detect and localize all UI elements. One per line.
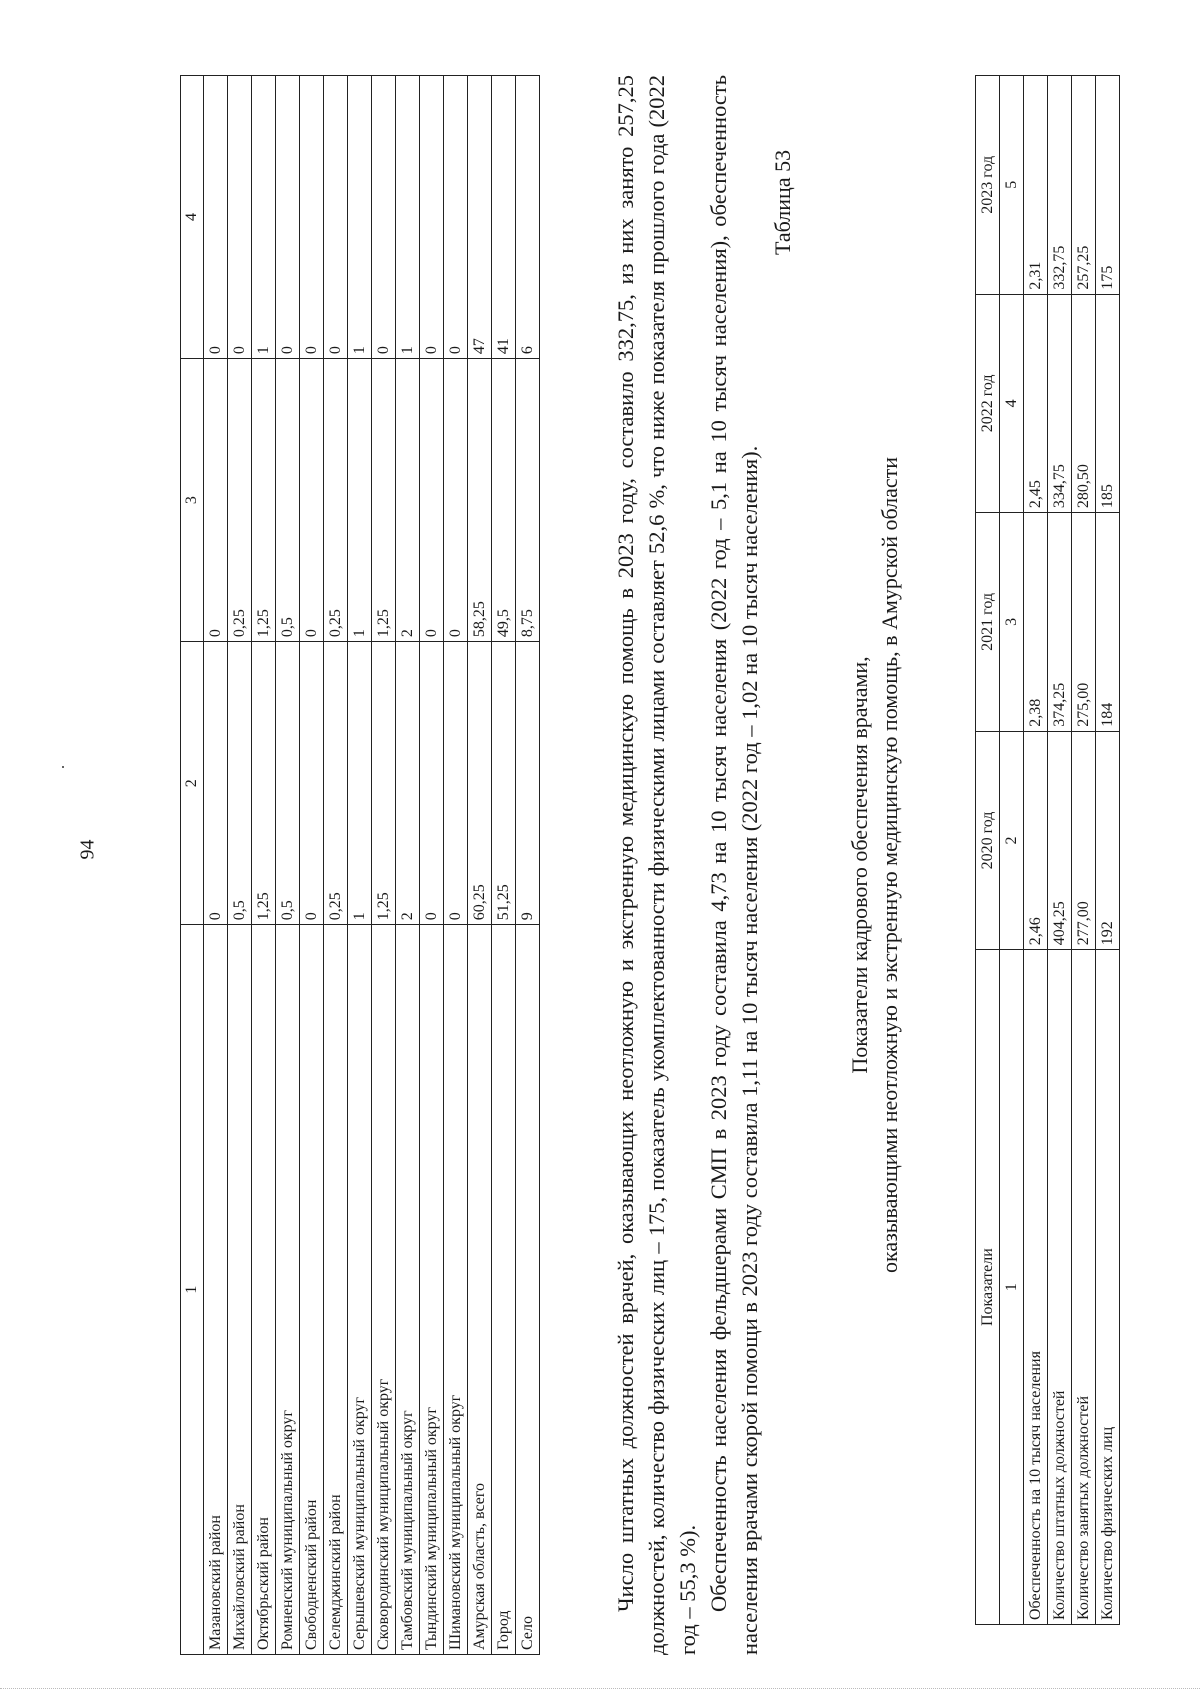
table-row <box>1072 76 1096 1625</box>
value-cell: 4 <box>1000 294 1024 513</box>
value-cell: 6 <box>516 76 540 359</box>
table-row <box>420 76 444 1655</box>
page-number: 94 <box>76 839 99 860</box>
value-cell: 0 <box>372 76 396 359</box>
row-label-cell: Октябрьский район <box>252 925 276 1655</box>
staffing-table <box>975 75 1120 1625</box>
value-cell: 41 <box>492 76 516 359</box>
table-row <box>1096 76 1120 1625</box>
row-label-cell: Обеспеченность на 10 тысяч населения <box>1024 950 1048 1625</box>
district-table-body <box>181 76 540 1655</box>
staffing-table-body <box>976 76 1120 1625</box>
value-cell: 0 <box>276 76 300 359</box>
table-row <box>252 76 276 1655</box>
table-row <box>276 76 300 1655</box>
value-cell: 257,25 <box>1072 76 1096 295</box>
row-label-cell: Количество занятых должностей <box>1072 950 1096 1625</box>
row-label-cell: Серышевский муниципальный округ <box>348 925 372 1655</box>
value-cell: 0 <box>420 76 444 359</box>
value-cell: 277,00 <box>1072 731 1096 950</box>
value-cell: 175 <box>1096 76 1120 295</box>
value-cell: 1 <box>348 642 372 925</box>
value-cell: 184 <box>1096 513 1120 732</box>
paragraph-1: Число штатных должностей врачей, оказывающих неотложную и экстренную медицинскую помощь в 2023 году, составило 332,75, из них занято 257,25 должностей, количество физических лиц – 175, показатель укомплектованности физическими лицами составляет 52,6 %, что ниже показателя прошлого года (2022 год – 55,3 %). <box>613 75 700 1655</box>
row-label-cell: Количество физических лиц <box>1096 950 1120 1625</box>
row-label-cell: Тамбовский муниципальный округ <box>396 925 420 1655</box>
table-title-line-2: оказывающими неотложную и экстренную медицинскую помощь, в Амурской области <box>877 456 902 1274</box>
row-label-cell: Показатели <box>976 950 1000 1625</box>
row-label-cell: Ромненский муниципальный округ <box>276 925 300 1655</box>
table-row <box>1024 76 1048 1625</box>
value-cell: 0,5 <box>276 359 300 642</box>
paragraph-2: Обеспеченность населения фельдшерами СМП в 2023 году составила 4,73 на 10 тысяч населения (2022 год – 5,1 на 10 тысяч населения), обеспеченность населения врачами скорой помощи в 2023 году составила 1,11 на 10 тысяч населения (2022 год – 1,02 на 10 тысяч населения). <box>706 75 762 1655</box>
row-label-cell: Мазановский район <box>204 925 228 1655</box>
value-cell: 2,31 <box>1024 76 1048 295</box>
row-label-cell: Свободненский район <box>300 925 324 1655</box>
value-cell: 1,25 <box>372 642 396 925</box>
value-cell: 0 <box>444 642 468 925</box>
value-cell: 0 <box>444 76 468 359</box>
table-row <box>372 76 396 1655</box>
row-label-cell: Шимановский муниципальный округ <box>444 925 468 1655</box>
row-label-cell: Селемджинский район <box>324 925 348 1655</box>
header-cell: 4 <box>181 76 204 359</box>
value-cell: 51,25 <box>492 642 516 925</box>
value-cell: 0 <box>420 642 444 925</box>
value-cell: 0 <box>204 76 228 359</box>
value-cell: 2020 год <box>976 731 1000 950</box>
value-cell: 2 <box>396 359 420 642</box>
value-cell: 2021 год <box>976 513 1000 732</box>
value-cell: 0 <box>204 642 228 925</box>
header-cell: 2 <box>181 642 204 925</box>
value-cell: 9 <box>516 642 540 925</box>
value-cell: 58,25 <box>468 359 492 642</box>
value-cell: 49,5 <box>492 359 516 642</box>
district-table <box>180 75 540 1655</box>
table-row <box>348 76 372 1655</box>
value-cell: 0,5 <box>228 642 252 925</box>
value-cell: 1,25 <box>252 359 276 642</box>
value-cell: 332,75 <box>1048 76 1072 295</box>
scan-dot <box>62 766 64 768</box>
value-cell: 0 <box>300 76 324 359</box>
table-row <box>516 76 540 1655</box>
value-cell: 0 <box>300 642 324 925</box>
value-cell: 5 <box>1000 76 1024 295</box>
table-row <box>396 76 420 1655</box>
value-cell: 185 <box>1096 294 1120 513</box>
value-cell: 0 <box>444 359 468 642</box>
row-label-cell: 1 <box>1000 950 1024 1625</box>
table-title <box>845 75 905 1655</box>
value-cell: 0 <box>420 359 444 642</box>
value-cell: 0 <box>324 76 348 359</box>
table-row <box>300 76 324 1655</box>
value-cell: 8,75 <box>516 359 540 642</box>
value-cell: 2022 год <box>976 294 1000 513</box>
text-block <box>610 75 765 1655</box>
row-label-cell: Тындинский муниципальный округ <box>420 925 444 1655</box>
table-row <box>444 76 468 1655</box>
scan-bottom-edge <box>0 1688 1200 1689</box>
value-cell: 1 <box>396 76 420 359</box>
value-cell: 60,25 <box>468 642 492 925</box>
value-cell: 47 <box>468 76 492 359</box>
value-cell: 1,25 <box>372 359 396 642</box>
value-cell: 1 <box>348 359 372 642</box>
value-cell: 2,45 <box>1024 294 1048 513</box>
value-cell: 0,25 <box>324 359 348 642</box>
value-cell: 334,75 <box>1048 294 1072 513</box>
table-row <box>1048 76 1072 1625</box>
value-cell: 1,25 <box>252 642 276 925</box>
value-cell: 0,5 <box>276 642 300 925</box>
table-row <box>324 76 348 1655</box>
value-cell: 2,46 <box>1024 731 1048 950</box>
value-cell: 2,38 <box>1024 513 1048 732</box>
table-title-line-1: Показатели кадрового обеспечения врачами, <box>847 656 872 1074</box>
value-cell: 2 <box>1000 731 1024 950</box>
value-cell: 0 <box>300 359 324 642</box>
value-cell: 275,00 <box>1072 513 1096 732</box>
table-row <box>492 76 516 1655</box>
table-number-row <box>1000 76 1024 1625</box>
header-cell: 1 <box>181 925 204 1655</box>
value-cell: 280,50 <box>1072 294 1096 513</box>
row-label-cell: Михайловский район <box>228 925 252 1655</box>
table-caption: Таблица 53 <box>770 149 795 255</box>
value-cell: 2023 год <box>976 76 1000 295</box>
value-cell: 374,25 <box>1048 513 1072 732</box>
value-cell: 192 <box>1096 731 1120 950</box>
table-row <box>204 76 228 1655</box>
table-row <box>228 76 252 1655</box>
value-cell: 1 <box>252 76 276 359</box>
rotated-page-content <box>180 75 1116 1655</box>
value-cell: 0,25 <box>228 359 252 642</box>
table-header-row <box>181 76 204 1655</box>
value-cell: 3 <box>1000 513 1024 732</box>
value-cell: 404,25 <box>1048 731 1072 950</box>
value-cell: 2 <box>396 642 420 925</box>
row-label-cell: Город <box>492 925 516 1655</box>
table-row <box>468 76 492 1655</box>
value-cell: 0 <box>204 359 228 642</box>
row-label-cell: Амурская область, всего <box>468 925 492 1655</box>
value-cell: 1 <box>348 76 372 359</box>
table-header-row <box>976 76 1000 1625</box>
value-cell: 0,25 <box>324 642 348 925</box>
header-cell: 3 <box>181 359 204 642</box>
row-label-cell: Село <box>516 925 540 1655</box>
row-label-cell: Количество штатных должностей <box>1048 950 1072 1625</box>
value-cell: 0 <box>228 76 252 359</box>
row-label-cell: Сковородинский муниципальный округ <box>372 925 396 1655</box>
